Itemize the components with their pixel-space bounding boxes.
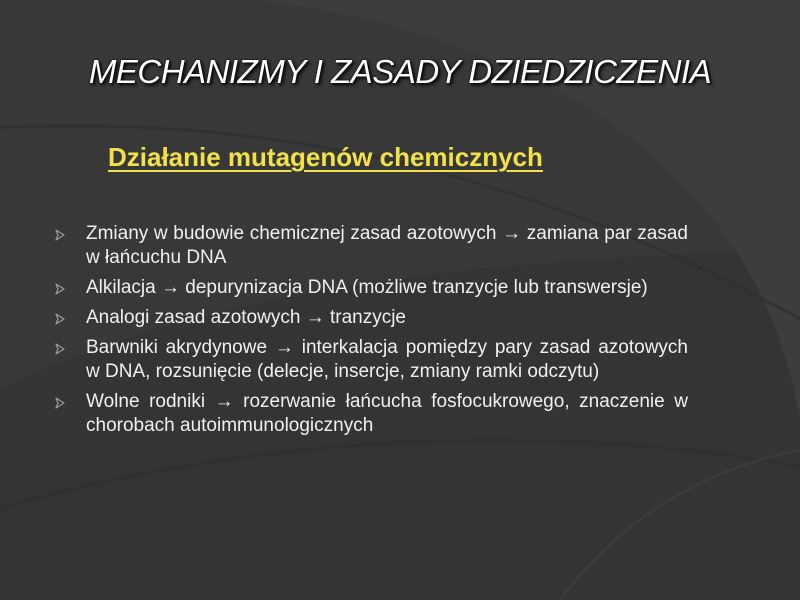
bullet-text: Wolne rodniki → rozerwanie łańcucha fosfocukrowego, znaczenie w chorobach autoimmunologicznych xyxy=(86,391,688,436)
bullet-text: Alkilacja → depurynizacja DNA (możliwe tranzycje lub transwersje) xyxy=(86,277,648,298)
bullet-text: Zmiany w budowie chemicznej zasad azotowych → zamiana par zasad w łańcuchu DNA xyxy=(86,223,688,268)
slide-title: MECHANIZMY I ZASADY DZIEDZICZENIA xyxy=(88,53,712,90)
list-item xyxy=(48,336,688,384)
list-item xyxy=(48,306,688,330)
bullet-text: Barwniki akrydynowe → interkalacja pomiędzy pary zasad azotowych w DNA, rozsunięcie (delecje, insercje, zmiany ramki odczytu) xyxy=(86,337,688,382)
chevron-right-icon xyxy=(54,229,66,241)
chevron-right-icon xyxy=(54,343,66,355)
chevron-right-icon xyxy=(54,397,66,409)
list-item xyxy=(48,276,688,300)
list-item xyxy=(48,222,688,270)
bullet-list xyxy=(48,222,688,444)
list-item xyxy=(48,390,688,438)
chevron-right-icon xyxy=(54,283,66,295)
bullet-text: Analogi zasad azotowych → tranzycje xyxy=(86,307,406,328)
chevron-right-icon xyxy=(54,313,66,325)
slide-subtitle: Działanie mutagenów chemicznych xyxy=(108,142,543,172)
